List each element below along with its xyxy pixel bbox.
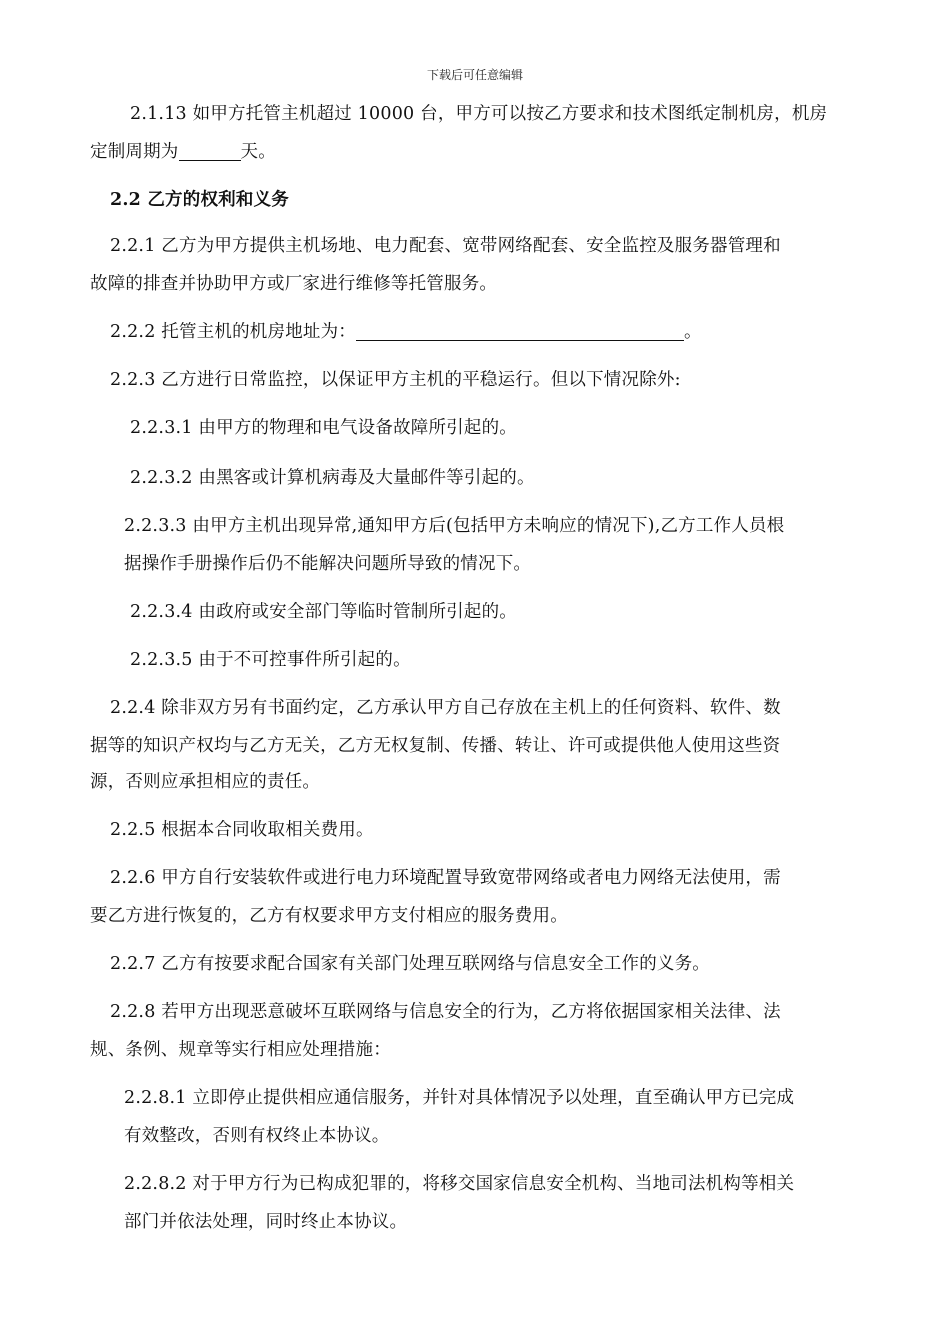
clause-2-2-4-line3: 源，否则应承担相应的责任。 (90, 772, 321, 792)
clause-2-1-13-text: 定制周期为 (90, 142, 179, 162)
clause-2-2-3-4: 2.2.3.4 由政府或安全部门等临时管制所引起的。 (130, 602, 517, 622)
clause-2-2-3: 2.2.3 乙方进行日常监控，以保证甲方主机的平稳运行。但以下情况除外: (110, 370, 681, 390)
clause-2-2-8-1-line1: 2.2.8.1 立即停止提供相应通信服务，并针对具体情况予以处理，直至确认甲方已完成 (124, 1088, 795, 1108)
address-blank (356, 318, 684, 341)
clause-2-2-3-2: 2.2.3.2 由黑客或计算机病毒及大量邮件等引起的。 (130, 468, 535, 488)
clause-2-2-3-3-line1: 2.2.3.3 由甲方主机出现异常,通知甲方后(包括甲方未响应的情况下),乙方工作人员根 (124, 516, 785, 536)
clause-2-2-3-1: 2.2.3.1 由甲方的物理和电气设备故障所引起的。 (130, 418, 517, 438)
page-header: 下载后可任意编辑 (426, 68, 523, 82)
clause-2-2-8-1-line2: 有效整改，否则有权终止本协议。 (124, 1126, 390, 1146)
clause-2-1-13-line1: 2.1.13 如甲方托管主机超过 10000 台，甲方可以按乙方要求和技术图纸定制机房，机房 (130, 104, 828, 124)
clause-2-1-13-suffix: 天。 (240, 142, 276, 162)
clause-2-2-6-line1: 2.2.6 甲方自行安装软件或进行电力环境配置导致宽带网络或者电力网络无法使用，需 (110, 868, 781, 888)
clause-2-2-8-line1: 2.2.8 若甲方出现恶意破坏互联网络与信息安全的行为，乙方将依据国家相关法律、法 (110, 1002, 781, 1022)
clause-2-2-8-2-line1: 2.2.8.2 对于甲方行为已构成犯罪的，将移交国家信息安全机构、当地司法机构等相关 (124, 1174, 795, 1194)
clause-2-2-1-line1: 2.2.1 乙方为甲方提供主机场地、电力配套、宽带网络配套、安全监控及服务器管理和 (110, 236, 781, 256)
clause-2-1-13-line2 (90, 134, 276, 170)
clause-2-2-1-line2: 故障的排查并协助甲方或厂家进行维修等托管服务。 (90, 274, 498, 294)
blank-line (179, 138, 241, 161)
clause-2-2-6-line2: 要乙方进行恢复的，乙方有权要求甲方支付相应的服务费用。 (90, 906, 568, 926)
clause-2-2-3-3-line2: 据操作手册操作后仍不能解决问题所导致的情况下。 (124, 554, 532, 574)
clause-2-2-2-suffix: 。 (684, 322, 702, 342)
clause-2-2-7: 2.2.7 乙方有按要求配合国家有关部门处理互联网络与信息安全工作的义务。 (110, 954, 710, 974)
clause-2-2-3-5: 2.2.3.5 由于不可控事件所引起的。 (130, 650, 411, 670)
clause-2-2-2 (110, 314, 702, 350)
clause-2-2-8-line2: 规、条例、规章等实行相应处理措施： (90, 1040, 391, 1060)
section-heading: 2.2 乙方的权利和义务 (110, 190, 289, 210)
clause-2-2-5: 2.2.5 根据本合同收取相关费用。 (110, 820, 374, 840)
clause-2-2-4-line1: 2.2.4 除非双方另有书面约定，乙方承认甲方自己存放在主机上的任何资料、软件、数 (110, 698, 781, 718)
clause-2-2-8-2-line2: 部门并依法处理，同时终止本协议。 (124, 1212, 408, 1232)
clause-2-2-2-text: 2.2.2 托管主机的机房地址为： (110, 322, 356, 342)
clause-2-2-4-line2: 据等的知识产权均与乙方无关，乙方无权复制、传播、转让、许可或提供他人使用这些资 (90, 736, 781, 756)
